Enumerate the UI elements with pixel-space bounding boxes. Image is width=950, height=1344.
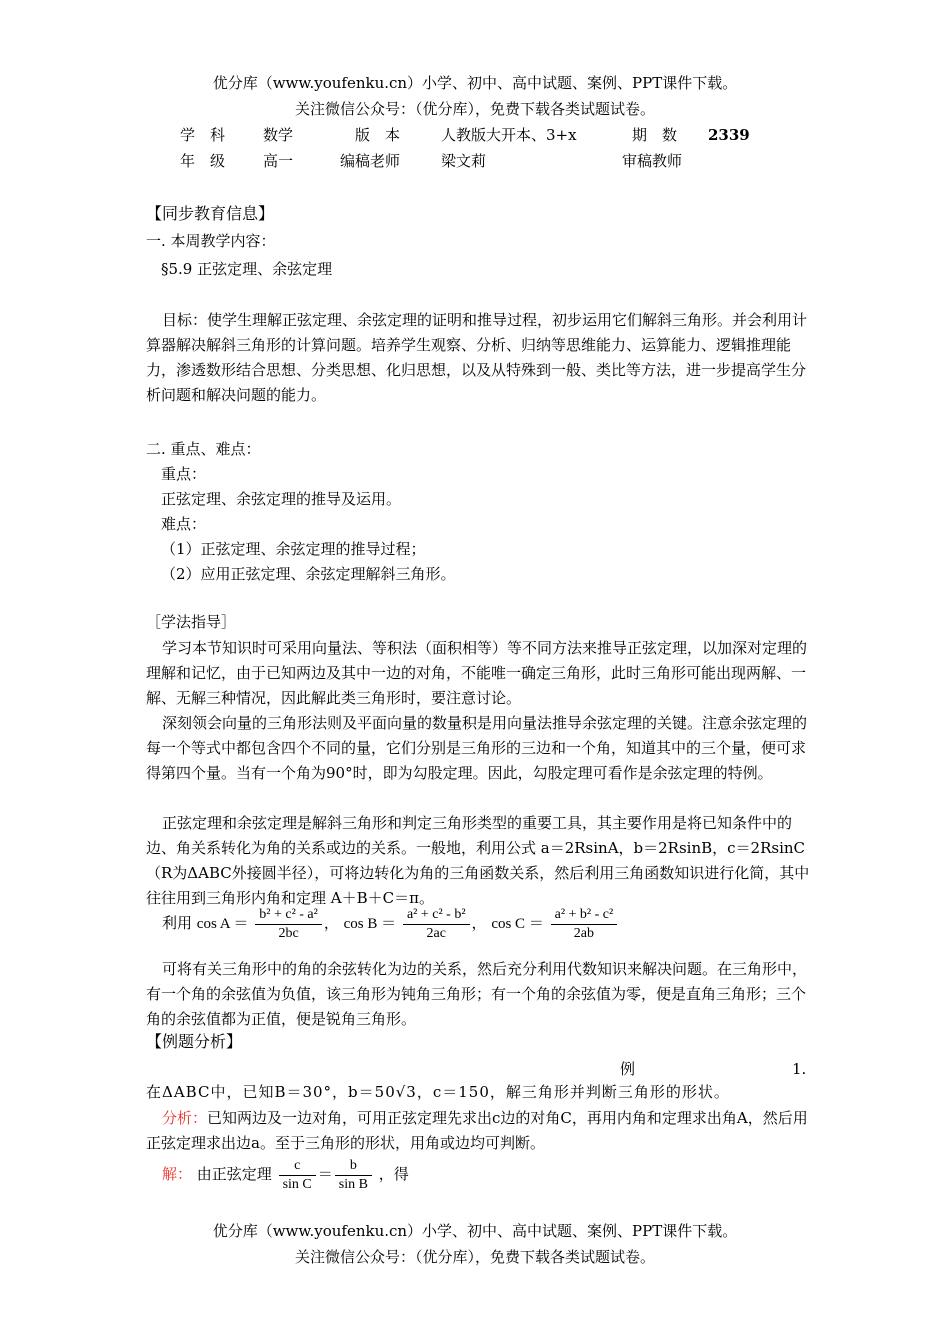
cos-a-lhs: cos A ＝ <box>196 916 249 932</box>
solution-fraction-c-den: sin C <box>282 1176 312 1192</box>
footer-line-1: 优分库（www.youfenku.cn）小学、初中、高中试题、案例、PPT课件下载。 <box>212 1222 738 1240</box>
method-paragraph-3: 正弦定理和余弦定理是解斜三角形和判定三角形类型的重要工具，其主要作用是将已知条件中的边、角关系转化为角的关系或边的关系。一般地，利用公式 a＝2RsinA，b＝2RsinB，c＝2RsinC（R为ΔABC外接圆半径），可将边转化为角的三角函数关系，然后利用三角函数知识进行化简，其中往往用到三角形内角和定理 A＋B＋C＝π。 <box>146 814 810 907</box>
edition-label: 版 本 <box>355 126 401 144</box>
formula-lead: 利用 <box>162 914 193 932</box>
solution-label: 解： <box>162 1165 193 1183</box>
grade-label: 年 级 <box>180 152 226 170</box>
solution-fraction-b-den: sin B <box>338 1176 368 1192</box>
difficulty-item-1: （1）正弦定理、余弦定理的推导过程； <box>161 540 426 558</box>
cos-c-fraction <box>551 906 618 943</box>
cos-a-numerator: b² + c² - a² <box>255 906 322 925</box>
analysis-text: 已知两边及一边对角，可用正弦定理先求出c边的对角C，再用内角和定理求出角A，然后用正弦定理求出边a。至于三角形的形状，用角或边均可判断。 <box>146 1109 808 1152</box>
cosine-formula-line: 利用 cos A ＝ $\frac{\text{b² + c² - a²}}{2bc}$ ， cos B ＝ $\frac{\text{a² + c² - b²}}{2ac}$ ， cos C ＝ $\frac{\text{a² + b² - c²}}{2ab}$ <box>162 903 619 944</box>
header-line-2: 关注微信公众号：（优分库），免费下载各类试题试卷。 <box>294 100 655 118</box>
editor-label: 编稿老师 <box>340 152 401 170</box>
keypoints-title: 二. 重点、难点： <box>146 440 261 458</box>
header-line-1: 优分库（www.youfenku.cn）小学、初中、高中试题、案例、PPT课件下载。 <box>212 74 738 92</box>
solution-lead: 由正弦定理 <box>196 1165 272 1183</box>
difficulty-label: 难点： <box>161 515 207 533</box>
cos-c-lhs: cos C ＝ <box>491 916 544 932</box>
subject-label: 学 科 <box>180 126 226 144</box>
method-paragraph-2: 深刻领会向量的三角形法则及平面向量的数量积是用向量法推导余弦定理的关键。注意余弦定理的每一个等式中都包含四个不同的量，它们分别是三角形的三边和一个角，知道其中的三个量，便可求得第四个量。当有一个角为90°时，即为勾股定理。因此，勾股定理可看作是余弦定理的特例。 <box>146 714 808 782</box>
solution-fraction-c <box>279 1157 316 1194</box>
cos-a-fraction <box>255 906 322 943</box>
solution-fraction-b <box>335 1157 372 1194</box>
solution-fraction-b-num: b <box>335 1157 372 1176</box>
analysis-paragraph <box>146 1106 810 1156</box>
cos-b-denominator: 2ac <box>426 925 446 941</box>
reviewer-label: 审稿教师 <box>622 152 683 170</box>
cos-b-lhs: cos B ＝ <box>343 916 397 932</box>
example-1-label: 例 <box>620 1060 636 1078</box>
cos-c-numerator: a² + b² - c² <box>551 906 618 925</box>
solution-tail: ，得 <box>378 1165 409 1183</box>
editor-value: 梁文莉 <box>441 152 487 170</box>
content-item: §5.9 正弦定理、余弦定理 <box>161 260 333 278</box>
method-title: ［学法指导］ <box>146 613 237 631</box>
cos-a-denominator: 2bc <box>278 925 299 941</box>
cos-b-fraction <box>403 906 470 943</box>
key-label: 重点： <box>161 465 207 483</box>
example-1-number: 1. <box>792 1060 807 1078</box>
content-title: 一. 本周教学内容： <box>146 232 276 250</box>
method-paragraph-1: 学习本节知识时可采用向量法、等积法（面积相等）等不同方法来推导正弦定理，以加深对定理的理解和记忆，由于已知两边及其中一边的对角，不能唯一确定三角形，此时三角形可能出现两解、一解、无解三种情况，因此解此类三角形时，要注意讨论。 <box>146 639 808 707</box>
issue-label: 期 数 <box>632 126 678 144</box>
analysis-label: 分析： <box>162 1109 208 1127</box>
cos-c-denominator: 2ab <box>573 925 594 941</box>
solution-line: 解： 由正弦定理 $\frac{c}{\text{sin C}}$ ＝ $\frac{b}{\text{sin B}}$ ，得 <box>162 1157 409 1192</box>
section-sync-heading: 【同步教育信息】 <box>146 204 275 223</box>
footer-line-2: 关注微信公众号：（优分库），免费下载各类试题试卷。 <box>294 1248 655 1266</box>
cos-b-numerator: a² + c² - b² <box>403 906 470 925</box>
solution-fraction-c-num: c <box>279 1157 316 1176</box>
issue-value: 2339 <box>708 126 750 144</box>
method-paragraph-4: 可将有关三角形中的角的余弦转化为边的关系，然后充分利用代数知识来解决问题。在三角形中，有一个角的余弦值为负值，该三角形为钝角三角形；有一个角的余弦值为零，便是直角三角形；三个角的余弦值都为正值，便是锐角三角形。 <box>146 960 808 1028</box>
edition-value: 人教版大开本、3+x <box>441 126 577 144</box>
subject-value: 数学 <box>263 126 294 144</box>
goal-paragraph: 目标：使学生理解正弦定理、余弦定理的证明和推导过程，初步运用它们解斜三角形。并会利用计算器解决解斜三角形的计算问题。培养学生观察、分析、归纳等思维能力、运算能力、逻辑推理能力，渗透数形结合思想、分类思想、化归思想，以及从特殊到一般、类比等方法，进一步提高学生分析问题和解决问题的能力。 <box>146 311 808 404</box>
difficulty-item-2: （2）应用正弦定理、余弦定理解斜三角形。 <box>161 565 456 583</box>
key-text: 正弦定理、余弦定理的推导及运用。 <box>161 490 402 508</box>
example-1-problem: 在ΔABC中，已知B＝30°，b＝50√3，c＝150，解三角形并判断三角形的形状。 <box>146 1083 730 1101</box>
grade-value: 高一 <box>263 152 294 170</box>
section-examples-heading: 【例题分析】 <box>146 1032 243 1051</box>
